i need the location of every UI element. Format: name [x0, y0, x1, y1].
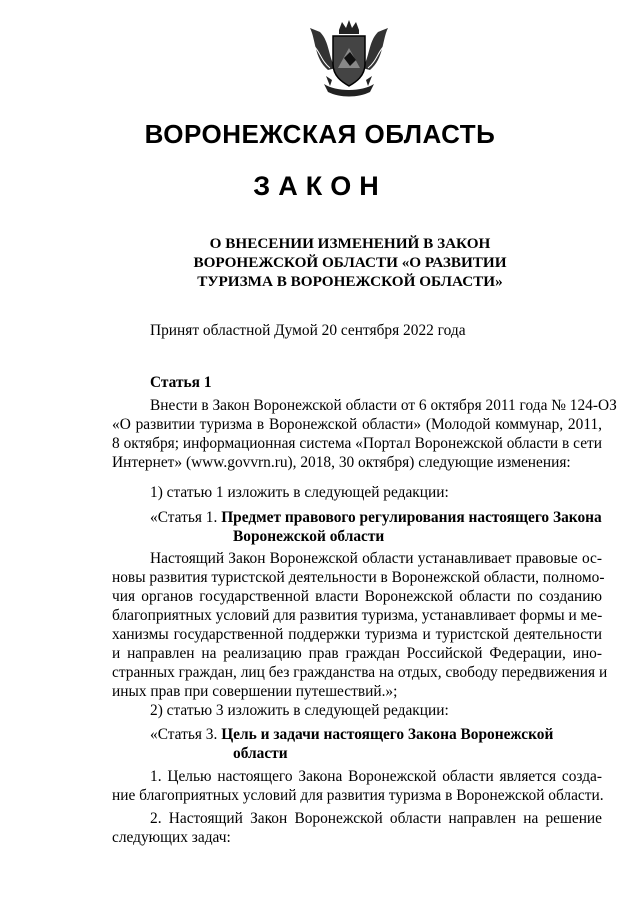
paragraph-line: «О развитии туризма в Воронежской области» (Молодой коммунар, 2011,: [112, 416, 602, 433]
adoption-date: Принят областной Думой 20 сентября 2022 года: [150, 322, 466, 339]
sub-article-heading-cont: Воронежской области: [233, 528, 385, 545]
law-title: [180, 234, 520, 291]
paragraph-line: Настоящий Закон Воронежской области устанавливает правовые ос-: [150, 550, 602, 567]
paragraph-line: ханизмы государственной поддержки туризма и туристской деятельности: [112, 626, 602, 643]
paragraph-line: 2. Настоящий Закон Воронежской области направлен на решение: [150, 810, 602, 827]
law-title-line: ВОРОНЕЖСКОЙ ОБЛАСТИ «О РАЗВИТИИ: [193, 254, 507, 271]
paragraph-line: иных прав при совершении путешествий.»;: [112, 683, 398, 700]
document-type: ЗАКОН: [253, 171, 387, 201]
list-item: 2) статью 3 изложить в следующей редакции:: [150, 702, 449, 719]
paragraph-line: 1. Целью настоящего Закона Воронежской области является созда-: [150, 768, 602, 785]
paragraph-line: ние благоприятных условий для развития туризма в Воронежской области.: [112, 787, 604, 804]
law-title-line: О ВНЕСЕНИИ ИЗМЕНЕНИЙ В ЗАКОН: [209, 235, 491, 252]
article-heading: Статья 1: [150, 374, 212, 391]
region-title: ВОРОНЕЖСКАЯ ОБЛАСТЬ: [144, 119, 496, 149]
sub-article-heading: «Статья 3. Цель и задачи настоящего Закона Воронежской: [150, 726, 554, 743]
paragraph-line: 8 октября; информационная система «Портал Воронежской области в сети: [112, 435, 602, 452]
paragraph-line: и направлен на реализацию прав граждан Российской Федерации, ино-: [112, 645, 602, 662]
paragraph-line: новы развития туристской деятельности в Воронежской области, полномо-: [112, 569, 605, 586]
paragraph-line: благоприятных условий для развития туризма, устанавливает формы и ме-: [112, 607, 603, 624]
paragraph-line: чия органов государственной власти Воронежской области по созданию: [112, 588, 602, 605]
sub-article-heading: «Статья 1. Предмет правового регулирования настоящего Закона: [150, 509, 602, 526]
sub-article-heading-cont: области: [233, 745, 288, 762]
list-item: 1) статью 1 изложить в следующей редакции:: [150, 484, 449, 501]
paragraph-line: Интернет» (www.govvrn.ru), 2018, 30 октября) следующие изменения:: [112, 454, 571, 471]
coat-of-arms-emblem: [306, 18, 392, 104]
law-title-line: ТУРИЗМА В ВОРОНЕЖСКОЙ ОБЛАСТИ»: [197, 273, 503, 290]
paragraph-line: следующих задач:: [112, 829, 231, 846]
paragraph-line: Внести в Закон Воронежской области от 6 октября 2011 года № 124-ОЗ: [150, 397, 617, 414]
paragraph-line: странных граждан, лиц без гражданства на отдых, свободу передвижения и: [112, 664, 608, 681]
